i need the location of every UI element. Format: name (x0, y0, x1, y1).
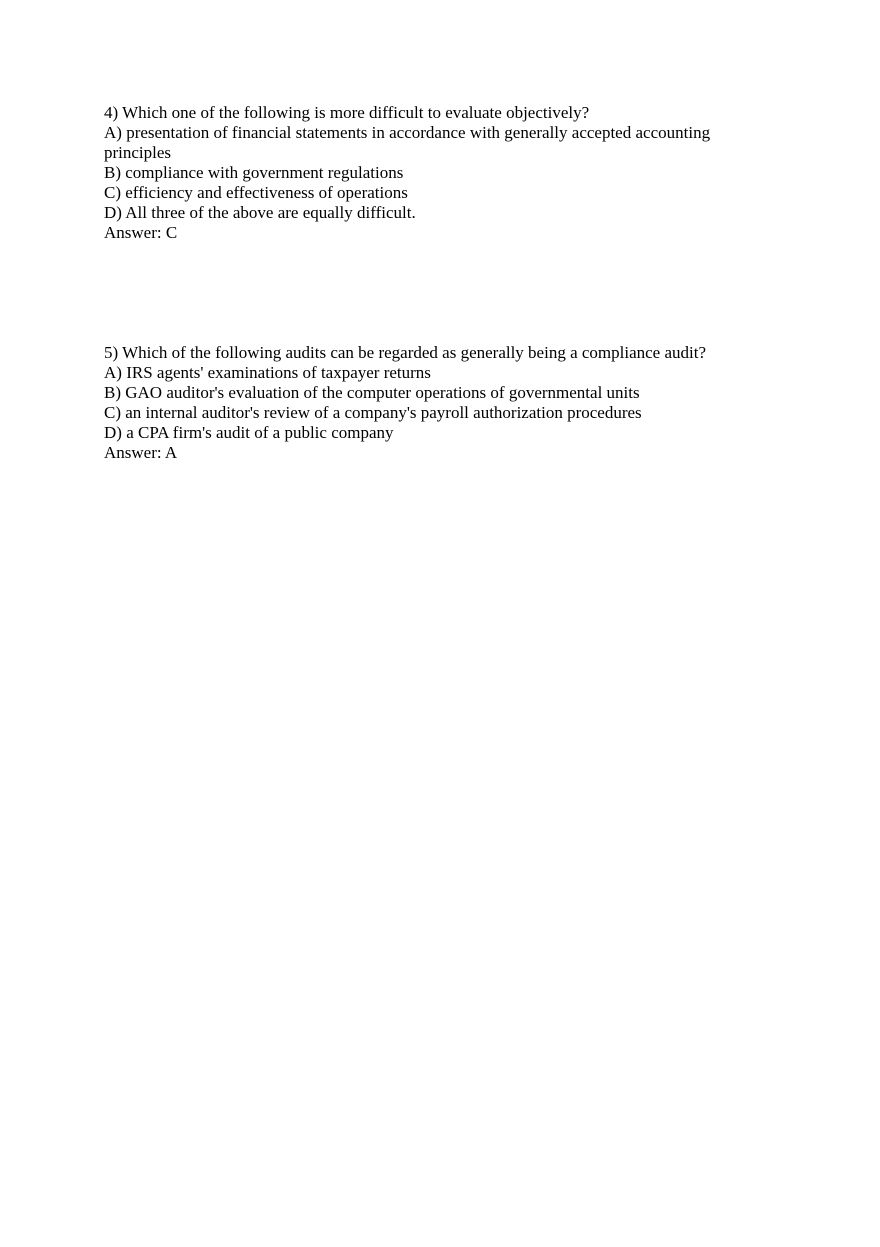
answer: Answer: C (104, 223, 178, 242)
option-c: C) efficiency and effectiveness of operations (104, 183, 408, 202)
answer: Answer: A (104, 443, 178, 462)
option-a: A) presentation of financial statements in accordance with generally accepted accounting principles (104, 123, 711, 162)
question-stem: 4) Which one of the following is more difficult to evaluate objectively? (104, 103, 590, 122)
question-stem: 5) Which of the following audits can be regarded as generally being a compliance audit? (104, 343, 707, 362)
option-b: B) compliance with government regulations (104, 163, 404, 182)
question-4 (104, 103, 744, 243)
option-d: D) All three of the above are equally difficult. (104, 203, 416, 222)
option-d: D) a CPA firm's audit of a public company (104, 423, 394, 442)
option-c: C) an internal auditor's review of a company's payroll authorization procedures (104, 403, 642, 422)
question-5 (104, 343, 744, 463)
option-b: B) GAO auditor's evaluation of the computer operations of governmental units (104, 383, 640, 402)
option-a: A) IRS agents' examinations of taxpayer returns (104, 363, 431, 382)
